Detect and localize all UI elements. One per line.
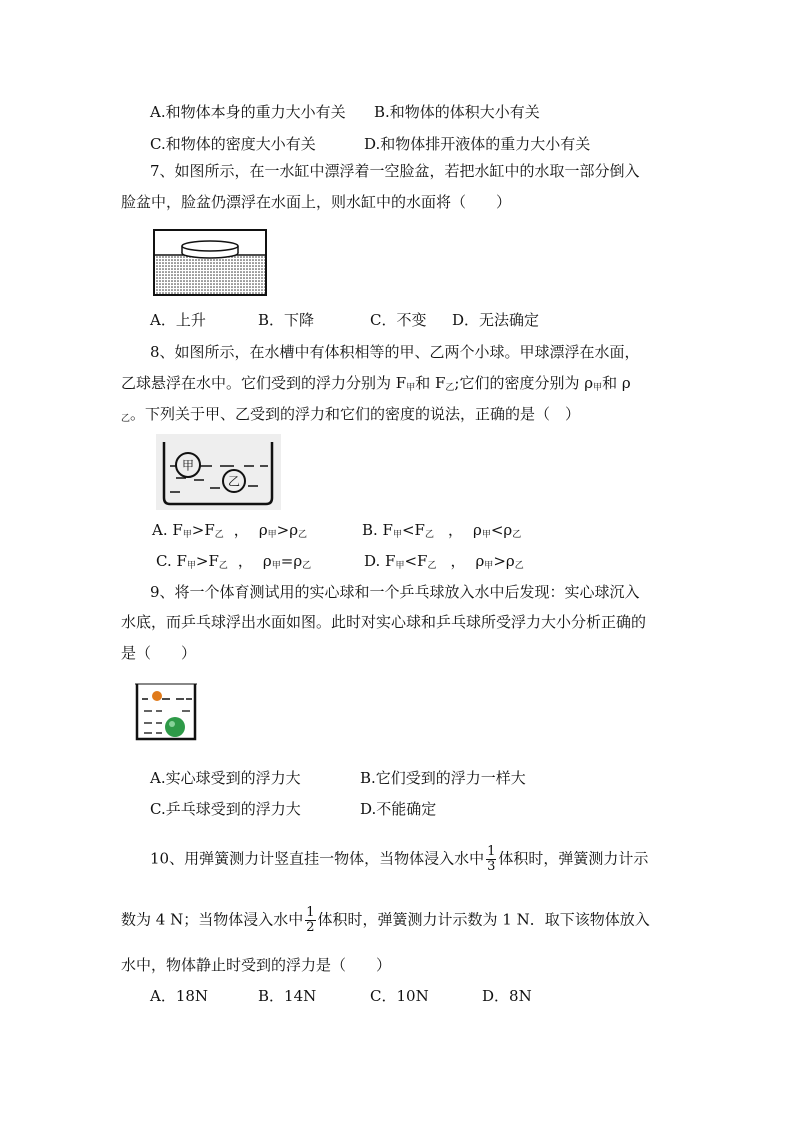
- q8-stem-line1: 8、如图所示，在水槽中有体积相等的甲、乙两个小球。甲球漂浮在水面，: [150, 343, 640, 361]
- fraction-one-third: $\frac{1}{3}$: [487, 844, 496, 874]
- q6-option-b: B.和物体的体积大小有关: [374, 103, 540, 121]
- q9-options-row1: [150, 768, 526, 788]
- q9-option-a: A.实心球受到的浮力大: [150, 769, 301, 787]
- ball-yi-label: 乙: [227, 474, 241, 489]
- q7-stem-line2: 脸盆中，脸盆仍漂浮在水面上，则水缸中的水面将（ ）: [121, 193, 512, 211]
- q9-option-c: C.乒乓球受到的浮力大: [150, 800, 301, 818]
- q6-options-row2: [150, 134, 591, 154]
- q8-stem-line2: 乙球悬浮在水中。它们受到的浮力分别为 $F_甲$和 $F_乙$;它们的密度分别为 $\rho_甲$和 ρ: [121, 374, 631, 393]
- q6-options-row1: [150, 102, 540, 122]
- q10-stem-line1: 10、用弹簧测力计竖直挂一物体，当物体浸入水中 $\frac{1}{3}$ 体积时，弹簧测力计示: [150, 844, 649, 874]
- q8-option-a: A. $F_甲>F_乙$ ， $\rho_甲>\rho_乙$: [152, 521, 308, 540]
- q7-option-d: D．无法确定: [452, 311, 540, 329]
- q9-options-row2: [150, 799, 437, 819]
- basin-top: [182, 241, 238, 251]
- q10-option-d: D．8N: [482, 987, 532, 1005]
- q9-option-d: D.不能确定: [360, 800, 437, 818]
- q9-option-b: B.它们受到的浮力一样大: [360, 769, 526, 787]
- q10-option-a: A．18N: [150, 987, 209, 1005]
- q8-trough-figure: [156, 434, 281, 510]
- q9-beaker-figure: [134, 681, 198, 743]
- q7-tank-figure: [153, 229, 268, 297]
- ping-pong-ball: [152, 691, 162, 701]
- q10-options: [150, 986, 532, 1006]
- q7-option-a: A．上升: [150, 311, 206, 329]
- q8-option-d: D. $F_甲<F_乙$ ， $\rho_甲>\rho_乙$: [364, 552, 524, 571]
- q7-option-b: B．下降: [258, 311, 315, 329]
- q9-stem-line1: 9、将一个体育测试用的实心球和一个乒乓球放入水中后发现：实心球沉入: [150, 583, 640, 601]
- q9-stem-line3: 是（ ）: [121, 644, 197, 662]
- q7-option-c: C．不变: [370, 311, 427, 329]
- q7-options: [150, 310, 540, 330]
- q8-stem-line3: $_乙$。下列关于甲、乙受到的浮力和它们的密度的说法，正确的是（ ）: [121, 405, 581, 424]
- q10-stem-line3: 水中，物体静止时受到的浮力是（ ）: [121, 956, 392, 974]
- q6-option-c: C.和物体的密度大小有关: [150, 135, 316, 153]
- solid-ball: [165, 717, 185, 737]
- q10-option-b: B．14N: [258, 987, 317, 1005]
- q8-option-c: C. $F_甲>F_乙$ ， $\rho_甲=\rho_乙$: [156, 552, 312, 571]
- q10-option-c: C．10N: [370, 987, 429, 1005]
- q10-stem-line2: 数为 4 N；当物体浸入水中 $\frac{1}{2}$ 体积时，弹簧测力计示数为 1 N．取下该物体放入: [121, 905, 650, 935]
- q7-stem-line1: 7、如图所示，在一水缸中漂浮着一空脸盆，若把水缸中的水取一部分倒入: [150, 162, 640, 180]
- q6-option-d: D.和物体排开液体的重力大小有关: [364, 135, 591, 153]
- q6-option-a: A.和物体本身的重力大小有关: [150, 103, 346, 121]
- water-body: [155, 255, 265, 294]
- fraction-one-half: $\frac{1}{2}$: [306, 905, 315, 935]
- q8-option-b: B. $F_甲<F_乙$ ， $\rho_甲<\rho_乙$: [362, 521, 522, 540]
- ball-jia-label: 甲: [181, 458, 195, 473]
- q9-stem-line2: 水底，而乒乓球浮出水面如图。此时对实心球和乒乓球所受浮力大小分析正确的: [121, 613, 647, 631]
